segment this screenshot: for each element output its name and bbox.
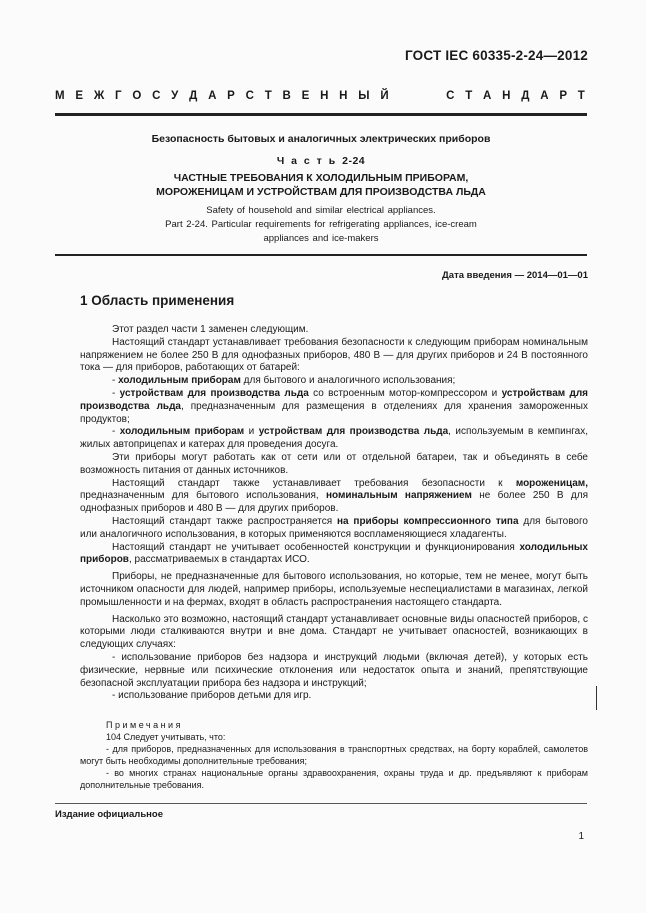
term: устройствам для производства льда	[119, 387, 309, 399]
term: мороженицам,	[515, 477, 588, 489]
list-item: - холодильным приборам для бытового и аналогичного использования;	[112, 375, 456, 387]
term: холодильных приборов	[80, 541, 588, 566]
part-number: 2-24	[342, 155, 366, 167]
list-item: - устройствам для производства льда со встроенным мотор-компрессором и устройствам для производства льда, предназначенным для размещения в отделениях для хранения замороженных продуктов;	[80, 387, 589, 425]
header-rule	[55, 113, 587, 116]
banner-letter: Й	[380, 90, 389, 102]
notes-block	[80, 719, 588, 791]
banner-letter: Д	[189, 90, 198, 102]
paragraph: Насколько это возможно, настоящий стандарт устанавливает основные виды опасностей приборов, с которыми люди сталкиваются внутри и вне дома. Стандарт не учитывает опасностей, возникающих в следующих случаях:	[80, 613, 588, 651]
text: для бытового или аналогичного использования, в которых применяются воспламеняющиеся хладагенты.	[80, 515, 588, 540]
page-number: 1	[578, 831, 584, 842]
banner-letter: О	[132, 90, 142, 102]
term: холодильным приборам	[118, 375, 241, 387]
banner-letter: М	[55, 90, 65, 102]
english-title	[60, 204, 582, 246]
english-line: Part 2-24. Particular requirements for refrigerating appliances, ice-cream	[165, 219, 477, 230]
paragraph: Эти приборы могут работать как от сети или от отдельной батареи, так и объединять в себе возможность питания от данных источников.	[80, 451, 588, 476]
paragraph	[80, 516, 588, 542]
section-body	[80, 324, 588, 703]
banner-letter: Ы	[358, 90, 370, 102]
paragraph	[80, 542, 588, 568]
banner-letter: А	[208, 90, 217, 102]
banner-letter: Н	[502, 90, 511, 102]
edition-label: Издание официальное	[55, 809, 163, 820]
footer-rule	[55, 803, 587, 804]
part-word: Ч а с т ь	[276, 155, 338, 167]
text: , используемым в кемпингах, жилых автоприцепах и катерах для проведения досуга.	[80, 426, 589, 451]
list-item: - использование приборов без надзора и инструкций людьми (включая детей), у которых есть физические, нервные или психические отклонения или недостаток опыта и знаний, препятствующие безопасной эксплуатации прибора без надзора и инструкций;	[80, 651, 588, 689]
banner-letter: Т	[465, 90, 473, 102]
text: Настоящий стандарт не учитывает особенностей конструкции и функционирования	[112, 541, 520, 553]
banner-letter: Н	[320, 90, 329, 102]
note-item: - во многих странах национальные органы здравоохранения, охраны труда и др. предъявляют к приборам дополнительные требования.	[80, 768, 588, 790]
english-line: Safety of household and similar electrical appliances.	[206, 205, 436, 216]
banner-letter: Е	[301, 90, 310, 102]
banner-letter: С	[446, 90, 455, 102]
text: и	[244, 426, 259, 438]
banner-letter: С	[152, 90, 161, 102]
banner-letter: А	[483, 90, 492, 102]
document-code: ГОСТ IEC 60335-2-24—2012	[404, 48, 588, 63]
banner-gap	[399, 90, 435, 102]
section-heading: 1 Область применения	[80, 293, 235, 308]
paragraph: Настоящий стандарт устанавливает требования безопасности к следующим приборам номинальным напряжением не более 250 В для однофазных приборов, 480 В — для других приборов и 24 В постоянного тока — для приборов, работающих от батарей:	[80, 336, 588, 374]
text: не более 250 В для однофазных приборов и 480 В — для других приборов.	[80, 490, 588, 515]
text: Настоящий стандарт также распространяется	[112, 515, 337, 527]
part-label	[60, 155, 582, 167]
text: , рассматриваемых в стандартах ИСО.	[128, 554, 310, 566]
text: Настоящий стандарт также устанавливает требования безопасности к	[112, 477, 516, 489]
text: для бытового и аналогичного использования;	[240, 375, 456, 387]
date-value: — 2014—01—01	[514, 270, 588, 281]
text: предназначенным для бытового использования,	[80, 490, 326, 502]
note-item: 104 Следует учитывать, что:	[106, 732, 226, 742]
paragraph	[80, 478, 588, 516]
note-item: - для приборов, предназначенных для использования в транспортных средствах, на борту кораблей, самолетов могут быть необходимы дополнительные требования;	[80, 744, 588, 766]
standard-title: Безопасность бытовых и аналогичных электрических приборов	[151, 133, 491, 145]
banner-letter: Р	[559, 90, 567, 102]
list-item: - использование приборов детьми для игр.	[112, 690, 312, 702]
text: , предназначенным для размещения в отделениях для хранения замороженных продуктов;	[80, 400, 588, 425]
banner-letter: Т	[577, 90, 585, 102]
subtitle-line: МОРОЖЕНИЦАМ И УСТРОЙСТВАМ ДЛЯ ПРОИЗВОДСТВА ЛЬДА	[156, 186, 486, 198]
banner-letter: Е	[75, 90, 84, 102]
list-item: - холодильным приборам и устройствам для производства льда, используемым в кемпингах, жилых автоприцепах и катерах для проведения досуга.	[80, 426, 589, 451]
banner-letter: Ж	[93, 90, 105, 102]
part-subtitle	[60, 171, 582, 199]
text: со встроенным мотор-компрессором и	[308, 387, 502, 399]
banner-letter: А	[540, 90, 549, 102]
paragraph: Этот раздел части 1 заменен следующим.	[112, 324, 309, 335]
subtitle-line: ЧАСТНЫЕ ТРЕБОВАНИЯ К ХОЛОДИЛЬНЫМ ПРИБОРАМ,	[173, 172, 469, 184]
banner-letter: Г	[115, 90, 122, 102]
date-label: Дата введения	[442, 270, 512, 281]
term: на приборы компрессионного типа	[336, 515, 519, 527]
interstate-standard-banner	[55, 90, 585, 102]
notes-heading: Примечания	[106, 720, 183, 730]
title-rule	[55, 254, 587, 256]
banner-letter: Т	[264, 90, 272, 102]
banner-letter: Р	[227, 90, 235, 102]
banner-letter: В	[282, 90, 291, 102]
effective-date	[442, 270, 588, 281]
banner-letter: Д	[521, 90, 530, 102]
paragraph: Приборы, не предназначенные для бытового использования, но которые, тем не менее, могут быть источником опасности для людей, например приборы, используемые неспециалистами в магазинах, легкой промышленности и на фермах, входят в область распространения настоящего стандарта.	[80, 571, 588, 608]
banner-letter: У	[171, 90, 179, 102]
term: устройствам для производства льда	[80, 387, 589, 412]
term: холодильным приборам	[119, 426, 245, 438]
banner-letter: С	[245, 90, 254, 102]
english-line: appliances and ice-makers	[263, 233, 379, 244]
term: номинальным напряжением	[325, 490, 472, 502]
change-bar	[596, 686, 597, 710]
term: устройствам для производства льда	[258, 426, 449, 438]
banner-letter: Н	[339, 90, 348, 102]
